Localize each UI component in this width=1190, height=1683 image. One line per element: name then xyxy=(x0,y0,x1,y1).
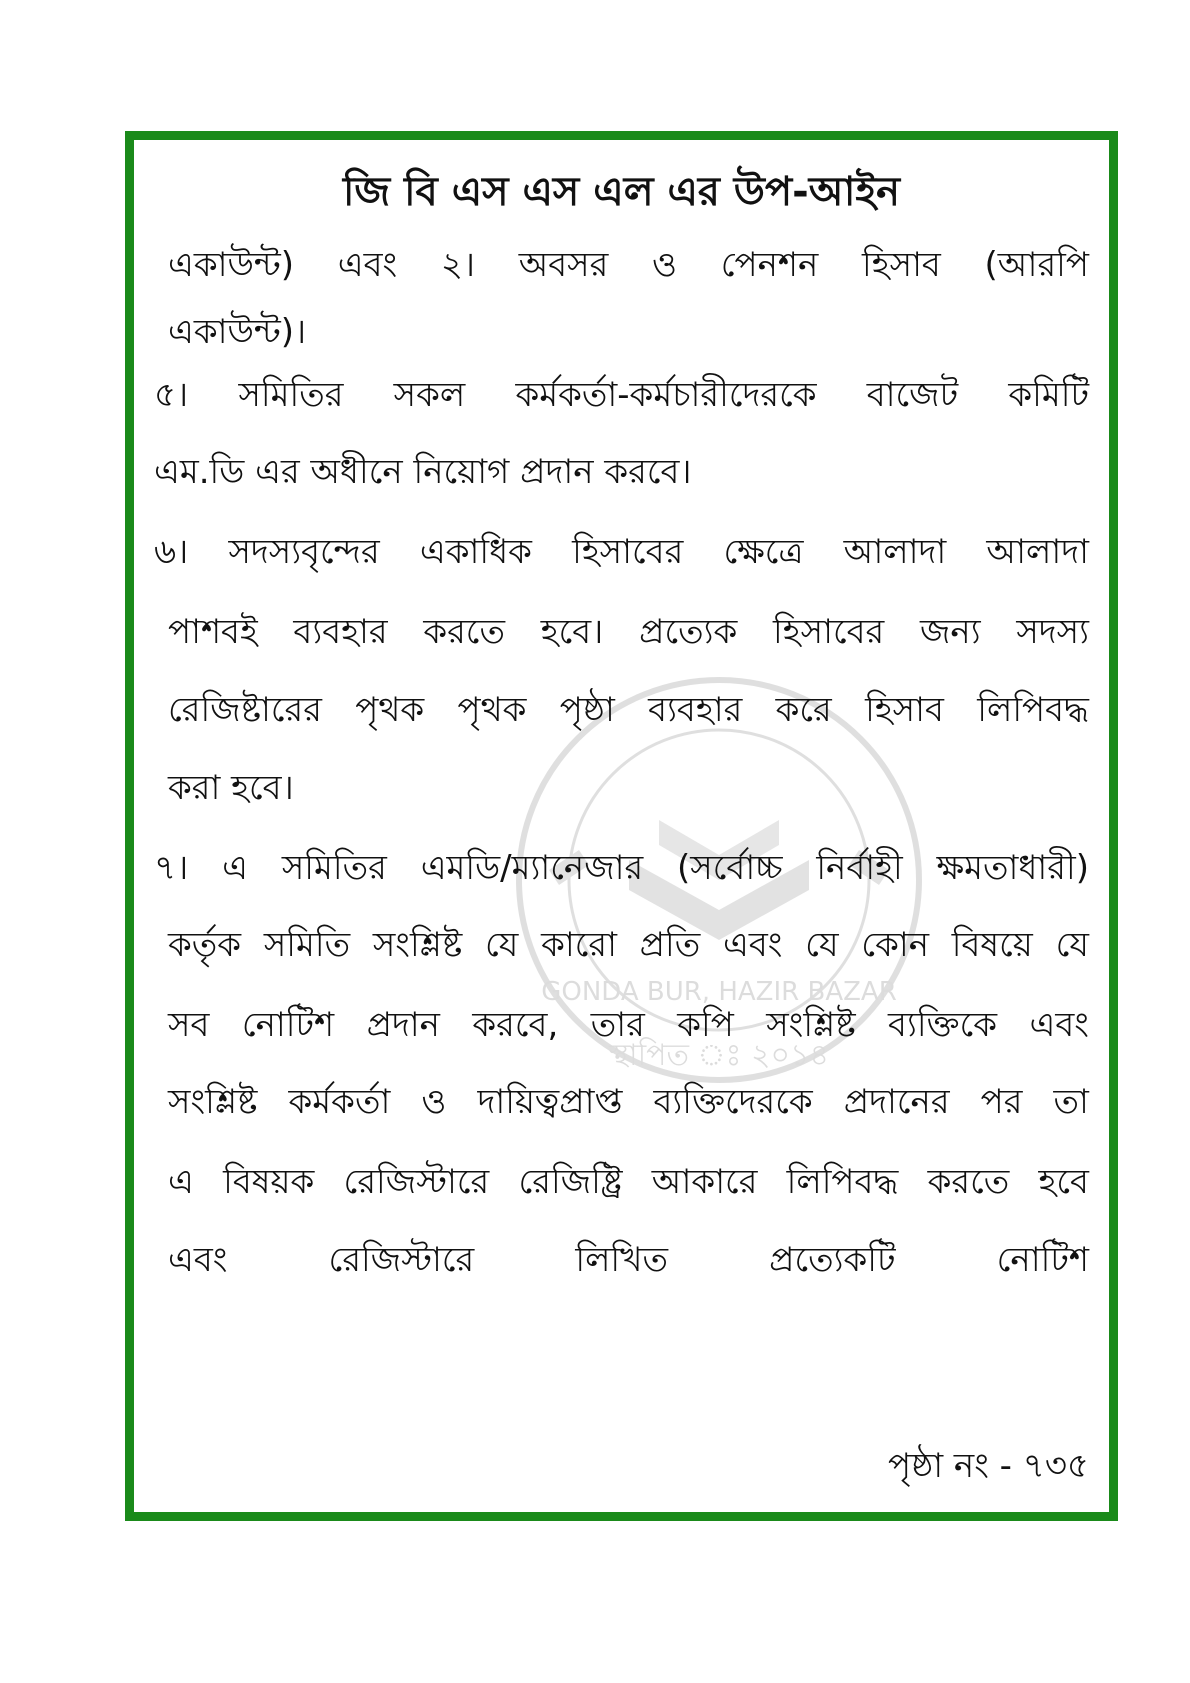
word: কর্মকর্তা-কর্মচারীদেরকে xyxy=(515,375,817,415)
word: বিষয়ক xyxy=(223,1162,315,1202)
word: ৭। xyxy=(154,848,189,888)
word: যে xyxy=(1055,925,1089,965)
word: সংশ্লিষ্ট xyxy=(766,1005,856,1045)
word: এবং xyxy=(337,245,398,285)
word: নোটিশ xyxy=(241,1005,335,1045)
word: বাজেট xyxy=(866,375,959,415)
word: পেনশন xyxy=(720,245,819,285)
word: যে xyxy=(484,925,519,965)
word: প্রদান xyxy=(366,1005,440,1045)
svg-text:স্থাপিত ঃ ২০১৪: স্থাপিত ঃ ২০১৪ xyxy=(609,1038,829,1073)
word: আকারে xyxy=(651,1162,758,1202)
word: করবে, xyxy=(472,1005,559,1045)
word: কর্মকর্তা xyxy=(288,1082,391,1122)
word: পর xyxy=(980,1082,1023,1122)
word: এবং xyxy=(1029,1005,1089,1045)
text-line xyxy=(154,1230,1089,1290)
word: অবসর xyxy=(518,245,609,285)
text-line xyxy=(154,235,1089,295)
word: (সর্বোচ্চ xyxy=(677,848,783,888)
word: তা xyxy=(1053,1082,1089,1122)
word: করা হবে। xyxy=(168,768,294,808)
word: হিসাব xyxy=(862,245,941,285)
word: একাধিক xyxy=(419,532,532,572)
word: করতে xyxy=(423,612,505,652)
word: ব্যবহার xyxy=(648,690,743,730)
page-title: জি বি এস এস এল এর উপ-আইন xyxy=(342,169,901,215)
word: রেজিষ্ট্রি xyxy=(518,1162,623,1202)
word: একাউন্ট) xyxy=(168,245,295,285)
text-line xyxy=(154,838,1089,898)
text-line xyxy=(154,915,1089,975)
document-frame xyxy=(125,131,1118,1521)
word: একাউন্ট)। xyxy=(168,312,307,352)
word: হবে। xyxy=(540,612,604,652)
word: সংশ্লিষ্ট xyxy=(168,1082,258,1122)
word: কর্তৃক xyxy=(168,925,242,965)
word: এ xyxy=(168,1162,194,1202)
word: ৬। xyxy=(154,532,189,572)
word: সংশ্লিষ্ট xyxy=(372,925,463,965)
word: ব্যবহার xyxy=(293,612,388,652)
word: লিপিবদ্ধ xyxy=(786,1162,899,1202)
word: রেজিস্টারে xyxy=(343,1162,490,1202)
word: এ xyxy=(222,848,248,888)
word: পৃষ্ঠা xyxy=(559,690,615,730)
svg-text:GONDA BUR, HAZIR BAZAR: GONDA BUR, HAZIR BAZAR xyxy=(541,977,897,1007)
word: নির্বাহী xyxy=(816,848,903,888)
word: আলাদা xyxy=(843,532,947,572)
word: সব xyxy=(168,1005,210,1045)
word: ৫। xyxy=(154,375,189,415)
word: হিসাবের xyxy=(773,612,885,652)
word: পাশবই xyxy=(168,612,258,652)
word: প্রত্যেকটি xyxy=(769,1240,896,1280)
word: হিসাবের xyxy=(572,532,684,572)
text-line xyxy=(154,1072,1089,1132)
word: সমিতির xyxy=(281,848,387,888)
word: ব্যক্তিকে xyxy=(888,1005,998,1045)
page-number: পৃষ্ঠা নং - ৭৩৫ xyxy=(888,1446,1089,1486)
word: দায়িত্বপ্রাপ্ত xyxy=(477,1082,623,1122)
word: পৃথক xyxy=(457,690,527,730)
word: সমিতির xyxy=(238,375,344,415)
word: কমিটি xyxy=(1008,375,1089,415)
word: পৃথক xyxy=(355,690,425,730)
word: সমিতি xyxy=(263,925,351,965)
word: প্রতি xyxy=(639,925,701,965)
word: ব্যক্তিদেরকে xyxy=(653,1082,813,1122)
word: ক্ষমতাধারী) xyxy=(936,848,1089,888)
word: রেজিস্টারে xyxy=(328,1240,475,1280)
word: সদস্য xyxy=(1016,612,1089,652)
word: তার xyxy=(590,1005,645,1045)
word: এম.ডি এর অধীনে নিয়োগ প্রদান করবে। xyxy=(154,452,692,492)
text-line xyxy=(154,1152,1089,1212)
word: আলাদা xyxy=(986,532,1089,572)
word: লিখিত xyxy=(575,1240,668,1280)
word: করতে xyxy=(927,1162,1010,1202)
word: সকল xyxy=(393,375,466,415)
word: সদস্যবৃন্দের xyxy=(228,532,380,572)
word: লিপিবদ্ধ xyxy=(977,690,1089,730)
word: (আরপি xyxy=(984,245,1089,285)
word: হিসাব xyxy=(865,690,944,730)
word: প্রত্যেক xyxy=(639,612,738,652)
word: এবং xyxy=(723,925,783,965)
word: কারো xyxy=(541,925,617,965)
text-line xyxy=(154,522,1089,582)
text-line xyxy=(154,758,1089,818)
word: এবং xyxy=(168,1240,228,1280)
word: ও xyxy=(421,1082,447,1122)
word: নোটিশ xyxy=(996,1240,1089,1280)
text-line xyxy=(154,602,1089,662)
text-line xyxy=(154,680,1089,740)
word: ২। xyxy=(440,245,476,285)
word: হবে xyxy=(1038,1162,1089,1202)
word: ও xyxy=(652,245,678,285)
word: করে xyxy=(775,690,832,730)
word: বিষয়ে xyxy=(951,925,1033,965)
word: যে xyxy=(805,925,839,965)
word: কোন xyxy=(861,925,930,965)
text-line xyxy=(154,442,1089,502)
word: রেজিষ্টারের xyxy=(168,690,322,730)
text-line xyxy=(154,995,1089,1055)
word: জন্য xyxy=(920,612,981,652)
word: ক্ষেত্রে xyxy=(723,532,804,572)
text-line xyxy=(154,365,1089,425)
word: কপি xyxy=(677,1005,734,1045)
word: প্রদানের xyxy=(843,1082,950,1122)
text-line xyxy=(154,302,1089,362)
word: এমডি/ম্যানেজার xyxy=(420,848,644,888)
